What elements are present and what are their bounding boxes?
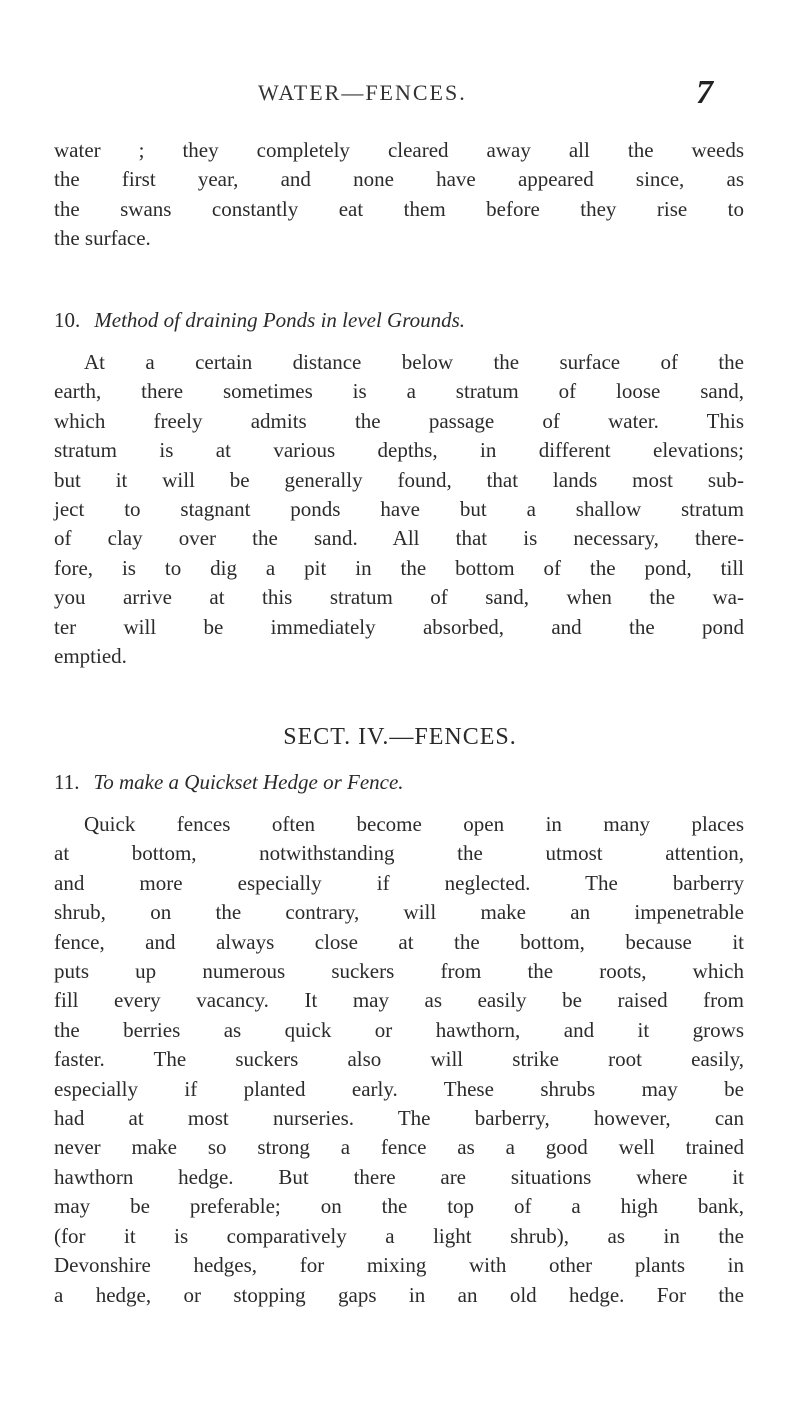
text-line: the first year, and none have appeared since, as	[54, 167, 744, 192]
text-line: ter will be immediately absorbed, and the pond	[54, 614, 744, 639]
item-title: To make a Quickset Hedge or Fence.	[93, 770, 404, 794]
section-heading: SECT. IV.—FENCES.	[283, 724, 517, 750]
text-line: you arrive at this stratum of sand, when the wa-	[54, 585, 744, 610]
text-line: but it will be generally found, that lands most sub-	[54, 467, 744, 492]
text-line: never make so strong a fence as a good well trained	[54, 1135, 744, 1160]
text-line: may be preferable; on the top of a high bank,	[54, 1194, 744, 1219]
text-line: at bottom, notwithstanding the utmost attention,	[54, 841, 744, 866]
text-line: emptied.	[54, 644, 127, 669]
text-line: and more especially if neglected. The barberry	[54, 870, 744, 895]
text-line: (for it is comparatively a light shrub), as in the	[54, 1223, 744, 1248]
text-line: which freely admits the passage of water. This	[54, 408, 744, 433]
text-line: fence, and always close at the bottom, because it	[54, 929, 744, 954]
running-head	[0, 74, 800, 112]
text-line: had at most nurseries. The barberry, however, can	[54, 1106, 744, 1131]
text-line: fill every vacancy. It may as easily be raised from	[54, 988, 744, 1013]
text-line: especially if planted early. These shrubs may be	[54, 1076, 744, 1101]
text-line: puts up numerous suckers from the roots, which	[54, 959, 744, 984]
text-line: the berries as quick or hawthorn, and it grows	[54, 1017, 744, 1042]
item-number: 11.	[54, 770, 80, 794]
paragraph-continuation	[54, 136, 744, 254]
text-line: the swans constantly eat them before they rise to	[54, 196, 744, 221]
text-line: fore, is to dig a pit in the bottom of the pond, till	[54, 555, 744, 580]
text-line: Quick fences often become open in many places	[84, 812, 744, 836]
text-line: stratum is at various depths, in different elevations;	[54, 438, 744, 463]
text-line: a hedge, or stopping gaps in an old hedge. For the	[54, 1282, 744, 1307]
text-line: of clay over the sand. All that is necessary, there-	[54, 526, 744, 551]
item-number: 10.	[54, 308, 81, 332]
item-heading-10	[54, 306, 744, 335]
item-heading-11	[54, 768, 744, 797]
text-line: the surface.	[54, 226, 151, 251]
text-line: hawthorn hedge. But there are situations where it	[54, 1164, 744, 1189]
text-line: At a certain distance below the surface of the	[84, 350, 744, 374]
text-line: ject to stagnant ponds have but a shallow stratum	[54, 497, 744, 522]
text-line: Devonshire hedges, for mixing with other plants in	[54, 1253, 744, 1278]
paragraph-quickset-hedge	[54, 810, 744, 1310]
item-title: Method of draining Ponds in level Grounds.	[94, 308, 466, 332]
text-line: faster. The suckers also will strike root easily,	[54, 1047, 744, 1072]
page-number: 7	[696, 74, 713, 111]
running-title: WATER—FENCES.	[258, 80, 467, 105]
text-line: shrub, on the contrary, will make an impenetrable	[54, 900, 744, 925]
paragraph-draining-ponds	[54, 348, 744, 671]
text-line: earth, there sometimes is a stratum of loose sand,	[54, 379, 744, 404]
text-line: water ; they completely cleared away all the weeds	[54, 138, 744, 162]
